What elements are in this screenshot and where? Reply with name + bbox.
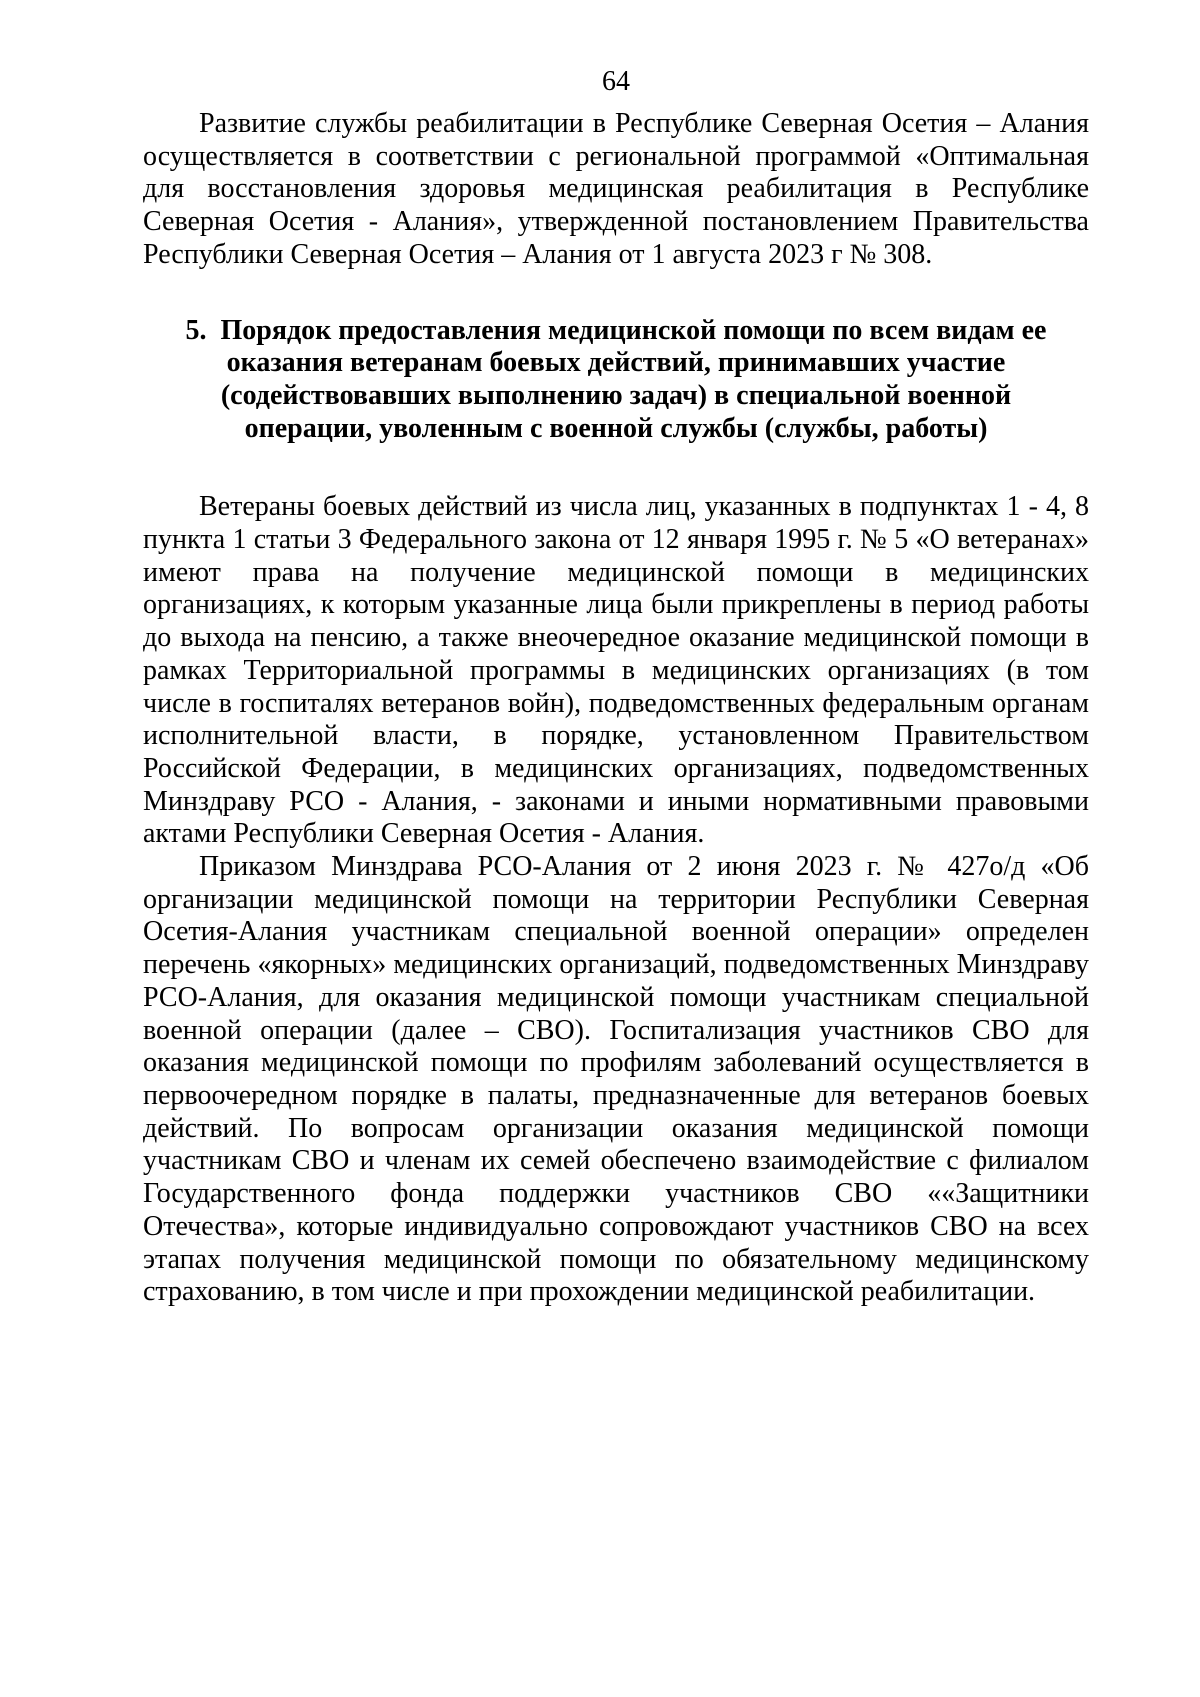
section-paragraph-svo-order: Приказом Минздрава РСО-Алания от 2 июня 2023 г. № 427о/д «Об организации медицинской помощи на территории Республики Северная Осетия-Алания участникам специальной военной операции» определен перечень «якорных» медицинских организаций, подведомственных Минздраву РСО-Алания, для оказания медицинской помощи участникам специальной военной операции (далее – СВО). Госпитализация участников СВО для оказания медицинской помощи по профилям заболеваний осуществляется в первоочередном порядке в палаты, предназначенные для ветеранов боевых действий. По вопросам организации оказания медицинской помощи участникам СВО и членам их семей обеспечено взаимодействие с филиалом Государственного фонда поддержки участников СВО ««Защитники Отечества», которые индивидуально сопровождают участников СВО на всех этапах получения медицинской помощи по обязательному медицинскому страхованию, в том числе и при прохождении медицинской реабилитации. xyxy=(143,851,1089,1308)
section-title-line-3: (содействовавших выполнению задач) в специальной военной xyxy=(220,379,1012,411)
section-paragraph-veterans-rights: Ветераны боевых действий из числа лиц, указанных в подпунктах 1 - 4, 8 пункта 1 статьи 3 Федерального закона от 12 января 1995 г. № 5 «О ветеранах» имеют права на получение медицинской помощи в медицинских организациях, к которым указанные лица были прикреплены в период работы до выхода на пенсию, а также внеочередное оказание медицинской помощи в рамках Территориальной программы в медицинских организациях (в том числе в госпиталях ветеранов войн), подведомственных федеральным органам исполнительной власти, в порядке, установленном Правительством Российской Федерации, в медицинских организациях, подведомственных Минздраву РСО - Алания, - законами и иными нормативными правовыми актами Республики Северная Осетия - Алания. xyxy=(143,491,1089,850)
section-title-line-4: операции, уволенным с военной службы (службы, работы) xyxy=(244,412,988,444)
section-heading xyxy=(143,315,1089,446)
section-number: 5. xyxy=(185,314,207,346)
section-title-line-1: Порядок предоставления медицинской помощи по всем видам ее xyxy=(220,314,1047,346)
page-number: 64 xyxy=(602,66,630,97)
section-heading-line-1 xyxy=(143,315,1089,348)
document-page xyxy=(143,62,1089,1309)
intro-paragraph: Развитие службы реабилитации в Республике Северная Осетия – Алания осуществляется в соответствии с региональной программой «Оптимальная для восстановления здоровья медицинская реабилитация в Республике Северная Осетия - Алания», утвержденной постановлением Правительства Республики Северная Осетия – Алания от 1 августа 2023 г № 308. xyxy=(143,108,1089,270)
section-title-line-2: оказания ветеранам боевых действий, принимавших участие xyxy=(226,347,1006,379)
